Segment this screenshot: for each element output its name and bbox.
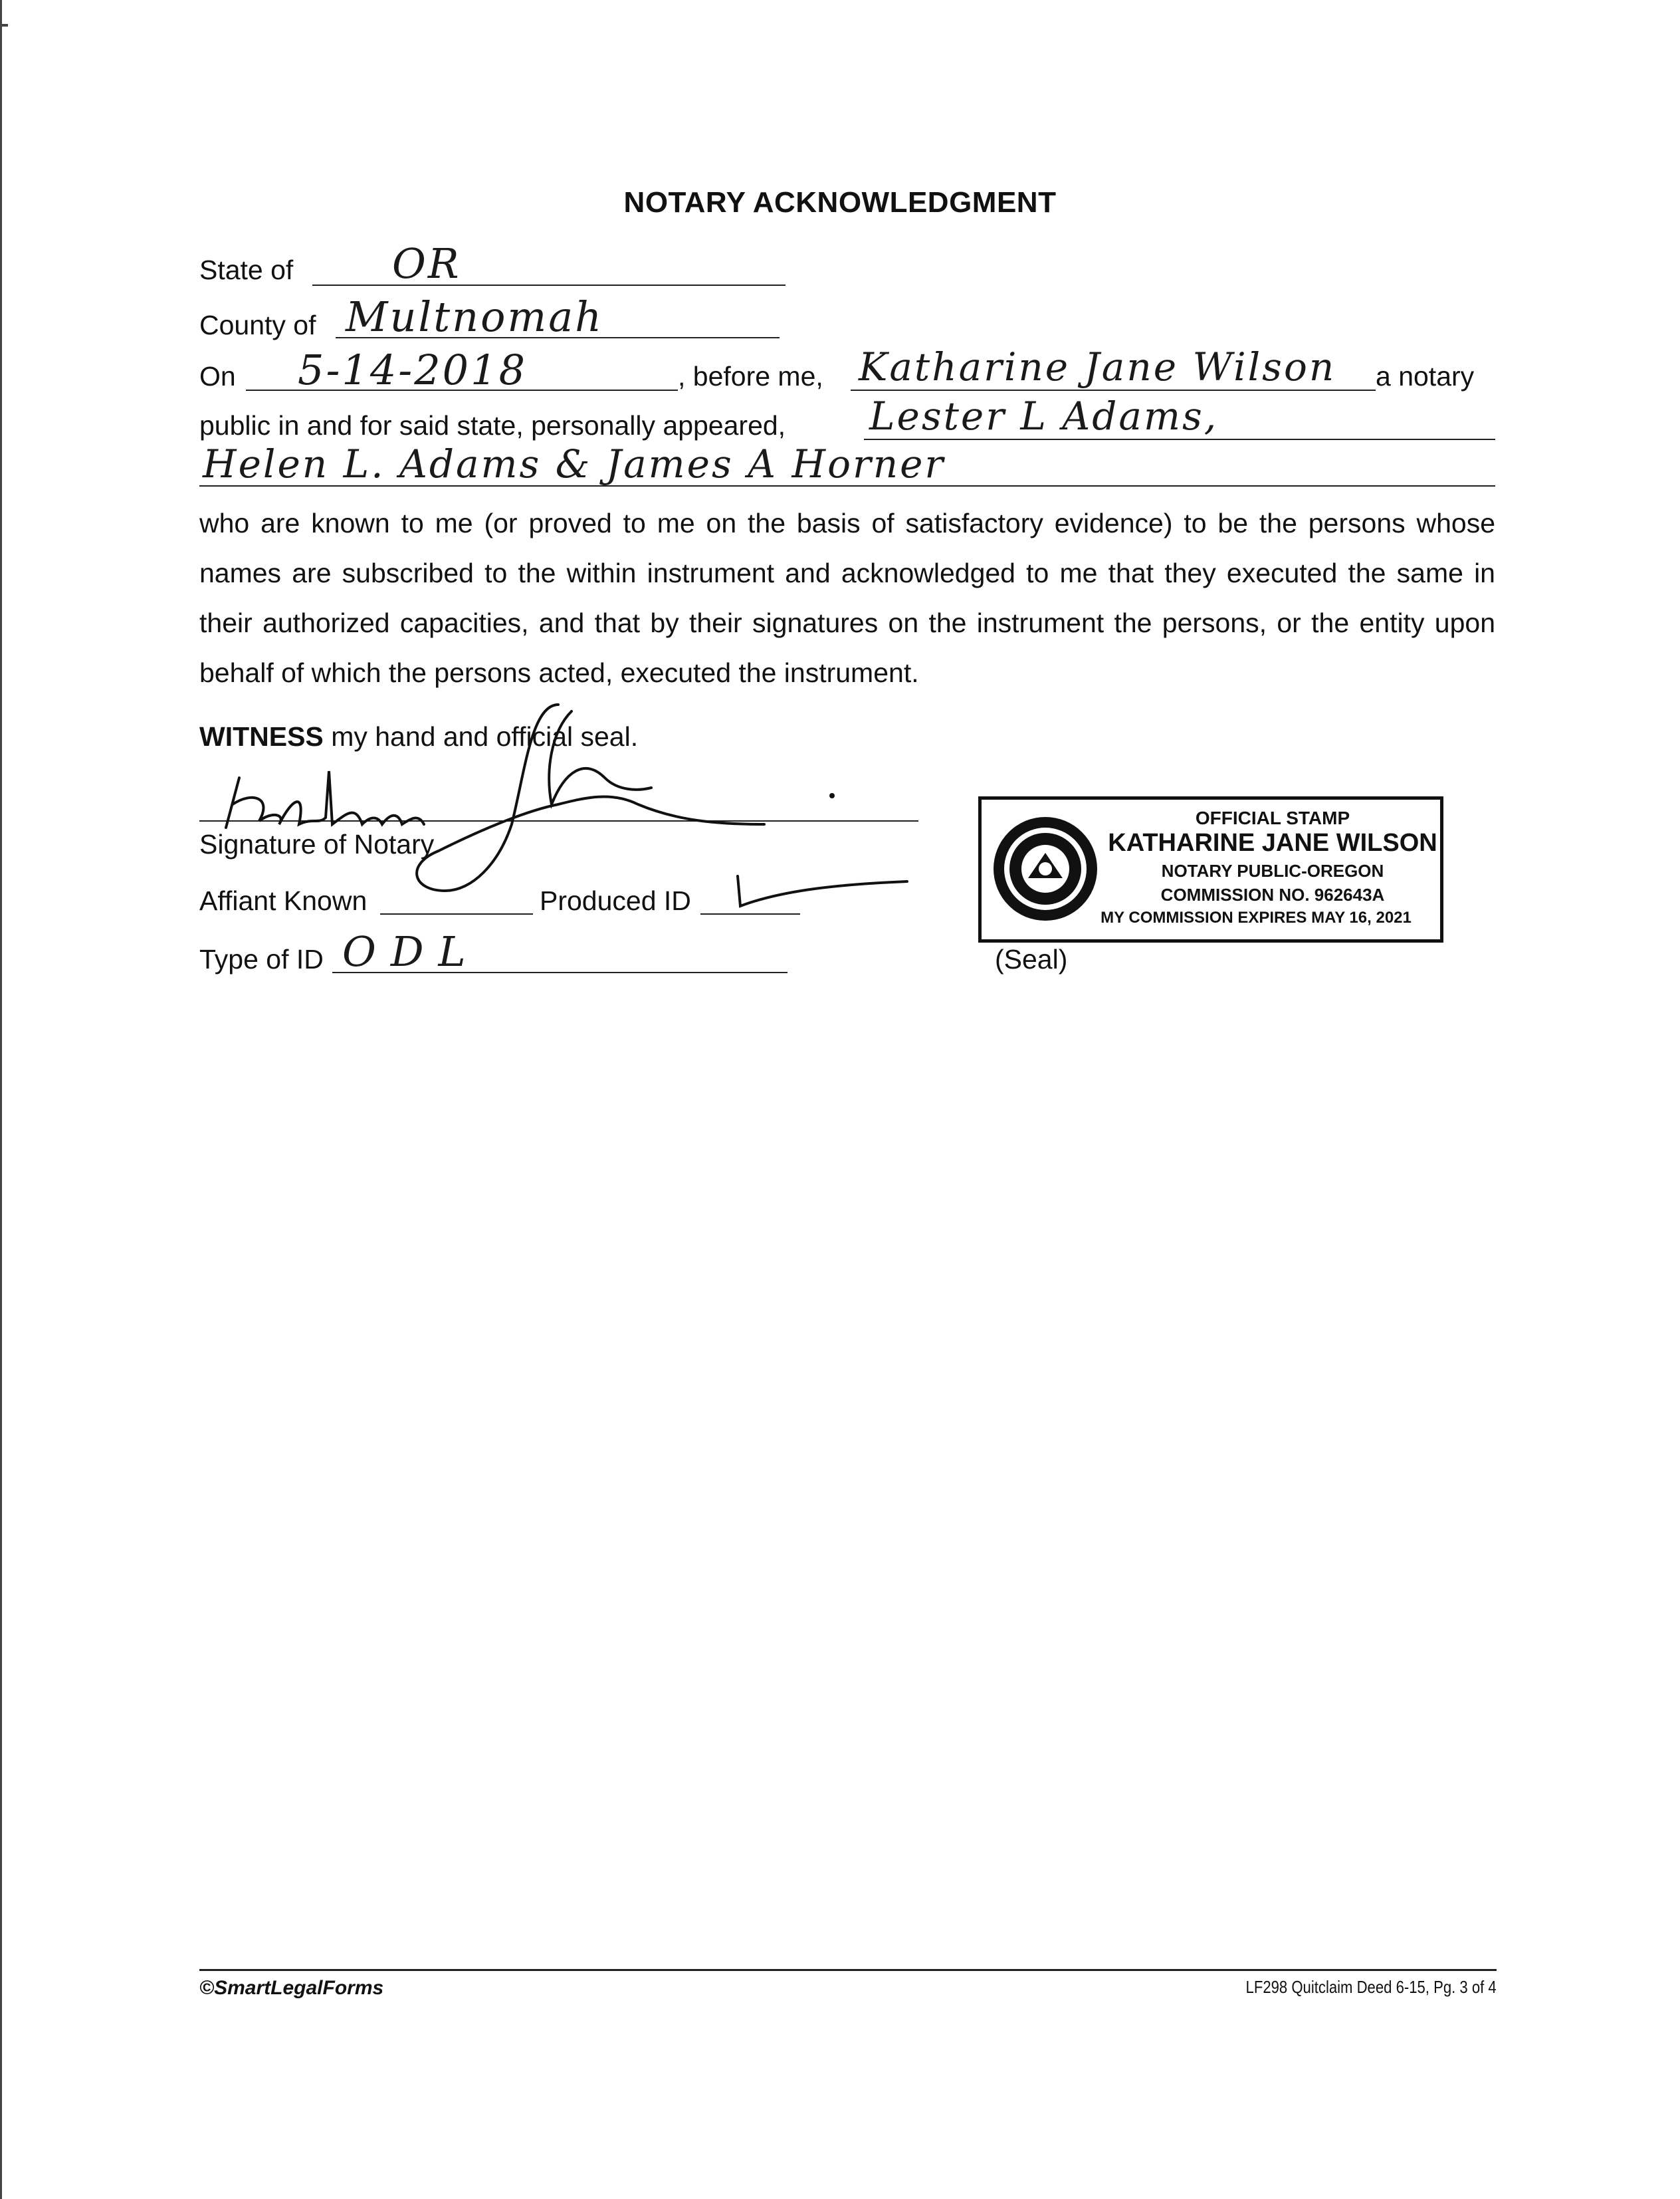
date-value: 5-14-2018: [298, 346, 528, 394]
produced-id-label: Produced ID: [540, 885, 691, 916]
county-value: Multnomah: [346, 292, 604, 341]
state-value: OR: [392, 239, 461, 288]
signature-label: Signature of Notary: [199, 829, 435, 860]
scan-mark: [0, 24, 8, 27]
notary-name-line: [851, 390, 1376, 391]
stamp-line-3: NOTARY PUBLIC-OREGON: [1161, 861, 1384, 881]
stamp-line-2: KATHARINE JANE WILSON: [1108, 829, 1437, 857]
scan-edge: [0, 0, 2, 2199]
state-line: [312, 285, 786, 286]
affiant-known-label: Affiant Known: [199, 885, 368, 916]
state-label: State of: [199, 255, 294, 285]
stamp-line-5: MY COMMISSION EXPIRES MAY 16, 2021: [1101, 909, 1412, 927]
acknowledgment-paragraph: who are known to me (or proved to me on the basis of satisfactory evidence) to be the persons whose names are subscribed to the within instrument and acknowledged to me that they executed the same in their authorized capacities, and that by their signatures on the instrument the persons, or the entity upon behalf of which the persons acted, executed the instrument.: [199, 508, 1495, 688]
witness-bold: WITNESS: [199, 721, 324, 752]
county-label: County of: [199, 310, 316, 340]
appeared-names-1: Lester L Adams,: [869, 394, 1219, 439]
type-of-id-label: Type of ID: [199, 944, 324, 975]
witness-rest: my hand and official seal.: [323, 721, 639, 752]
appeared-names-2: Helen L. Adams & James A Horner: [203, 441, 946, 487]
produced-id-checkmark: [731, 869, 917, 916]
stamp-line-1: OFFICIAL STAMP: [1195, 808, 1350, 828]
affiant-known-line: [380, 913, 533, 915]
a-notary-label: a notary: [1376, 361, 1475, 392]
footer-form-id: LF298 Quitclaim Deed 6-15, Pg. 3 of 4: [1245, 1977, 1497, 1997]
footer-copyright: ©SmartLegalForms: [199, 1977, 384, 1999]
type-of-id-value: ODL: [342, 927, 480, 976]
before-me-label: , before me,: [678, 361, 823, 392]
public-label: public in and for said state, personally appeared,: [199, 410, 786, 441]
stamp-line-4: COMMISSION NO. 962643A: [1160, 885, 1385, 905]
notary-stamp: [978, 796, 1443, 943]
footer-rule: [199, 1969, 1497, 1971]
seal-label: (Seal): [995, 944, 1068, 975]
appeared-line: [864, 439, 1495, 440]
on-label: On: [199, 361, 236, 392]
oregon-seal-icon: [991, 814, 1100, 923]
page-title: NOTARY ACKNOWLEDGMENT: [623, 186, 1057, 219]
notary-name-value: Katharine Jane Wilson: [859, 344, 1336, 390]
